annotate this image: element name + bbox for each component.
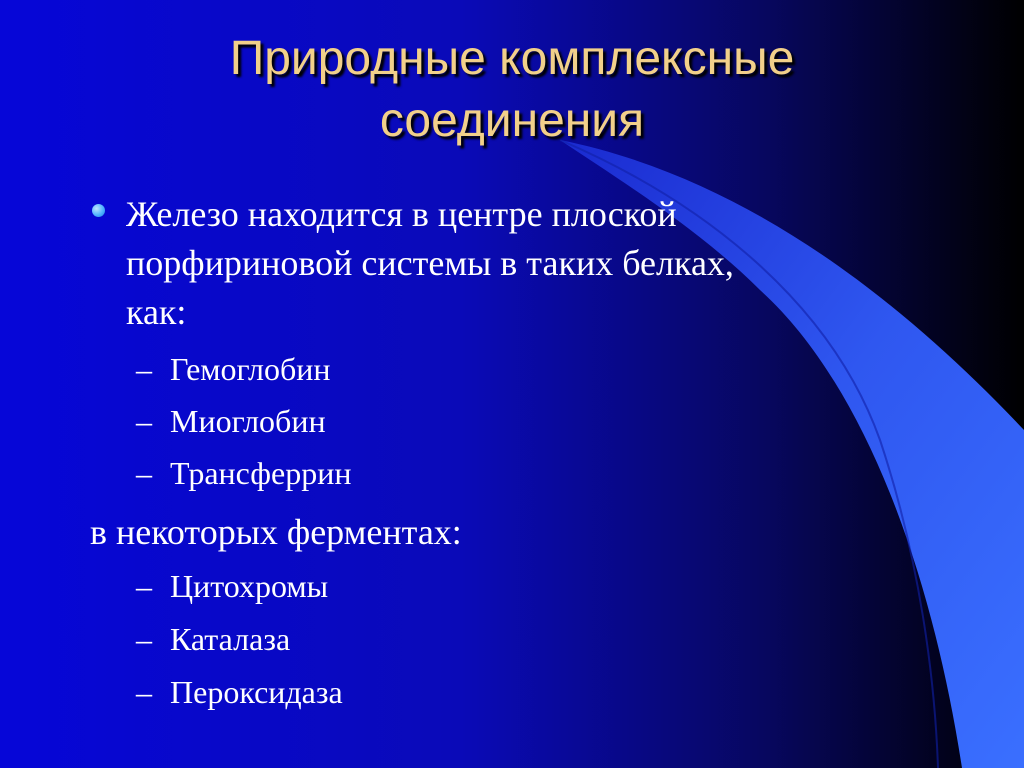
bullet-dot-icon [92, 204, 105, 217]
sub-item-protein [136, 453, 351, 493]
sub-item-enzyme [136, 619, 290, 659]
title-line: Природные комплексные [229, 32, 795, 85]
sub-item-label: Пероксидаза [170, 674, 343, 710]
dash-marker: – [136, 674, 152, 710]
sub-item-label: Миоглобин [170, 403, 326, 439]
dash-marker: – [136, 621, 152, 657]
sub-item-enzyme [136, 672, 343, 712]
bullet-line: как: [126, 292, 187, 332]
dash-marker: – [136, 403, 152, 439]
bullet-text [126, 190, 916, 337]
sub-item-label: Трансферрин [170, 455, 352, 491]
dash-marker: – [136, 568, 152, 604]
dash-marker: – [136, 455, 152, 491]
bullet-line: порфириновой системы в таких белках, [126, 243, 734, 283]
sub-item-label: Гемоглобин [170, 351, 331, 387]
bullet-line: Железо находится в центре плоской [126, 194, 677, 234]
sub-item-protein [136, 349, 331, 389]
sub-item-protein [136, 401, 326, 441]
sub-item-label: Цитохромы [170, 568, 329, 604]
title-line: соединения [379, 94, 645, 147]
sub-item-enzyme [136, 566, 328, 606]
sub-item-label: Каталаза [170, 621, 291, 657]
dash-marker: – [136, 351, 152, 387]
enzymes-heading: в некоторых ферментах: [90, 512, 462, 552]
